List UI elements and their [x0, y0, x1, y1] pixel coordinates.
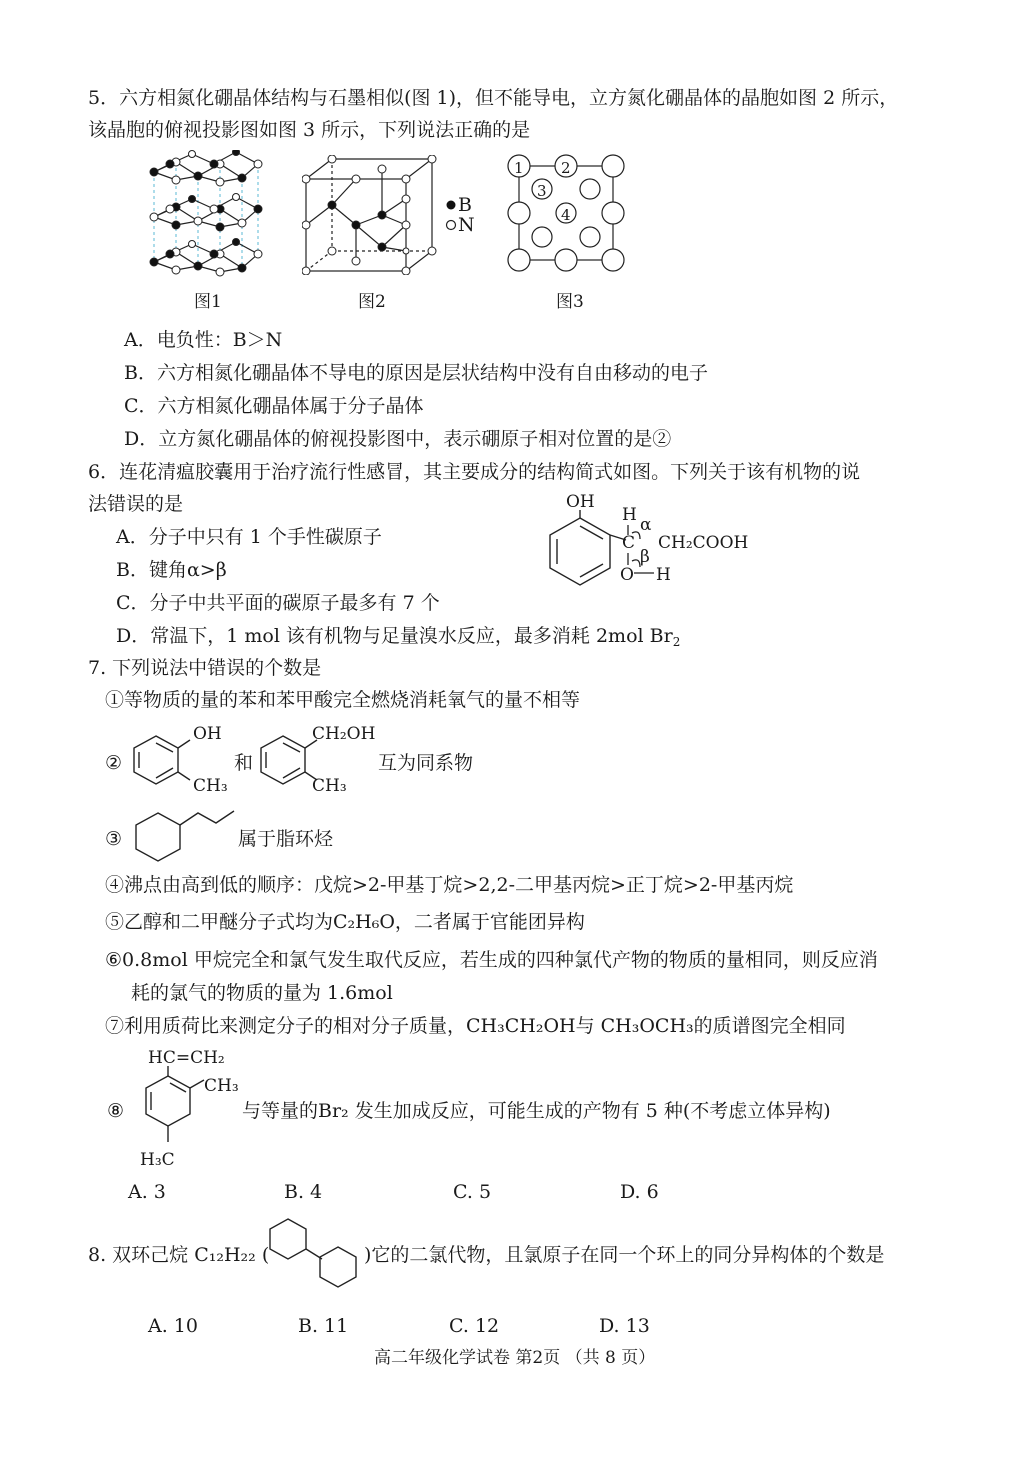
q7-s3-text: 属于脂环烃: [238, 828, 334, 850]
q6-oxygen: O: [620, 565, 634, 585]
q6-h-top: H: [622, 505, 637, 525]
figure-1-caption: 图1: [194, 292, 222, 312]
q7-s3-number: ③: [105, 828, 123, 850]
q7-s2-ch3-a: CH₃: [193, 776, 228, 796]
legend-n-label: N: [458, 214, 475, 236]
figure-2-caption: 图2: [358, 292, 386, 312]
q7-statement-5: ⑤乙醇和二甲醚分子式均为C₂H₆O，二者属于官能团异构: [105, 911, 585, 933]
q7-s8-number: ⑧: [107, 1100, 125, 1122]
q6-stem-line1: 6．连花清瘟胶囊用于治疗流行性感冒，其主要成分的结构简式如图。下列关于该有机物的说: [88, 461, 861, 483]
q6-option-b: B．键角α>β: [116, 559, 227, 581]
q7-statement-1: ①等物质的量的苯和苯甲酸完全燃烧消耗氧气的量不相等: [105, 689, 581, 711]
q5-option-b: B．六方相氮化硼晶体不导电的原因是层状结构中没有自由移动的电子: [124, 362, 708, 384]
q8-bicyclohexyl: [266, 1213, 366, 1293]
q7-statement-4: ④沸点由高到低的顺序：戊烷>2-甲基丁烷>2,2-二甲基丙烷>正丁烷>2-甲基丙烷: [105, 874, 794, 896]
q6-alpha: α: [640, 515, 652, 535]
q8-stem-post: )它的二氯代物，且氯原子在同一个环上的同分异构体的个数是: [364, 1244, 885, 1266]
q6-option-c: C．分子中共平面的碳原子最多有 7 个: [116, 592, 440, 614]
fig3-label-3: 3: [537, 182, 547, 200]
q5-stem-line1: 5．六方相氮化硼晶体结构与石墨相似(图 1)，但不能导电，立方氮化硼晶体的晶胞如图 2 所示，: [88, 87, 899, 109]
q5-stem-line2: 该晶胞的俯视投影图如图 3 所示，下列说法正确的是: [88, 119, 531, 141]
q7-stem: 7. 下列说法中错误的个数是: [88, 657, 322, 679]
nitrogen-legend-dot: [447, 221, 456, 230]
q7-choice-b: B. 4: [284, 1181, 323, 1203]
q6-bond-lines: [618, 515, 663, 580]
fig3-label-1: 1: [514, 159, 524, 177]
q7-s2-number: ②: [105, 752, 123, 774]
q6-beta: β: [640, 547, 650, 567]
figure-1-hexagonal-bn: [140, 150, 270, 280]
q6-side-chain: CH₂COOH: [658, 533, 749, 553]
q7-s8-text: 与等量的Br₂ 发生加成反应，可能生成的产物有 5 种(不考虑立体异构): [242, 1100, 831, 1122]
q7-statement-7: ⑦利用质荷比来测定分子的相对分子质量，CH₃CH₂OH与 CH₃OCH₃的质谱图完全相同: [105, 1015, 846, 1037]
q7-choice-a: A. 3: [128, 1181, 166, 1203]
boron-legend-dot: [447, 201, 456, 210]
q7-s2-text: 互为同系物: [378, 752, 474, 774]
q7-s2-oh: OH: [193, 724, 222, 744]
q6-oh: OH: [566, 492, 595, 512]
q5-option-a: A．电负性：B＞N: [124, 329, 283, 351]
q6-h-bottom: H: [656, 565, 671, 585]
q5-option-c: C．六方相氮化硼晶体属于分子晶体: [124, 395, 424, 417]
q7-choice-d: D. 6: [620, 1181, 659, 1203]
q7-choice-c: C. 5: [453, 1181, 492, 1203]
q8-choice-d: D. 13: [599, 1315, 650, 1337]
q7-s2-and: 和: [234, 752, 254, 774]
q7-s8-diene-ring: [140, 1066, 210, 1156]
q8-choice-b: B. 11: [298, 1315, 349, 1337]
q8-choice-c: C. 12: [449, 1315, 500, 1337]
q6-stem-line2: 法错误的是: [88, 493, 184, 515]
q7-statement-6-line2: 耗的氯气的物质的量为 1.6mol: [131, 982, 393, 1004]
q7-s2-ch2oh: CH₂OH: [312, 724, 376, 744]
q8-choice-a: A. 10: [148, 1315, 198, 1337]
q7-s2-ch3-b: CH₃: [312, 776, 347, 796]
page-footer: 高二年级化学试卷 第2页 （共 8 页）: [374, 1348, 656, 1368]
q6-carbon: C: [622, 533, 636, 553]
legend-b-label: B: [458, 194, 472, 216]
q7-s3-propylcyclohexane: [128, 805, 238, 865]
q7-s8-ch3: CH₃: [204, 1076, 239, 1096]
q8-stem-pre: 8. 双环己烷 C₁₂H₂₂ (: [88, 1244, 270, 1266]
figure-2-legend: [444, 195, 458, 235]
figure-3-caption: 图3: [556, 292, 584, 312]
q7-s8-vinyl: HC=CH₂: [148, 1048, 225, 1068]
q6-option-d: D．常温下，1 mol 该有机物与足量溴水反应，最多消耗 2mol $Br_2$: [116, 625, 681, 649]
q5-option-d: D．立方氮化硼晶体的俯视投影图中，表示硼原子相对位置的是②: [124, 428, 672, 450]
fig3-label-2: 2: [561, 159, 571, 177]
q7-statement-6-line1: ⑥0.8mol 甲烷完全和氯气发生取代反应，若生成的四种氯代产物的物质的量相同，则反应消: [105, 949, 878, 971]
figure-2-cubic-bn-cell: [302, 155, 437, 275]
q6-option-a: A．分子中只有 1 个手性碳原子: [116, 526, 382, 548]
q7-s8-h3c: H₃C: [140, 1150, 175, 1170]
fig3-label-4: 4: [561, 206, 571, 224]
